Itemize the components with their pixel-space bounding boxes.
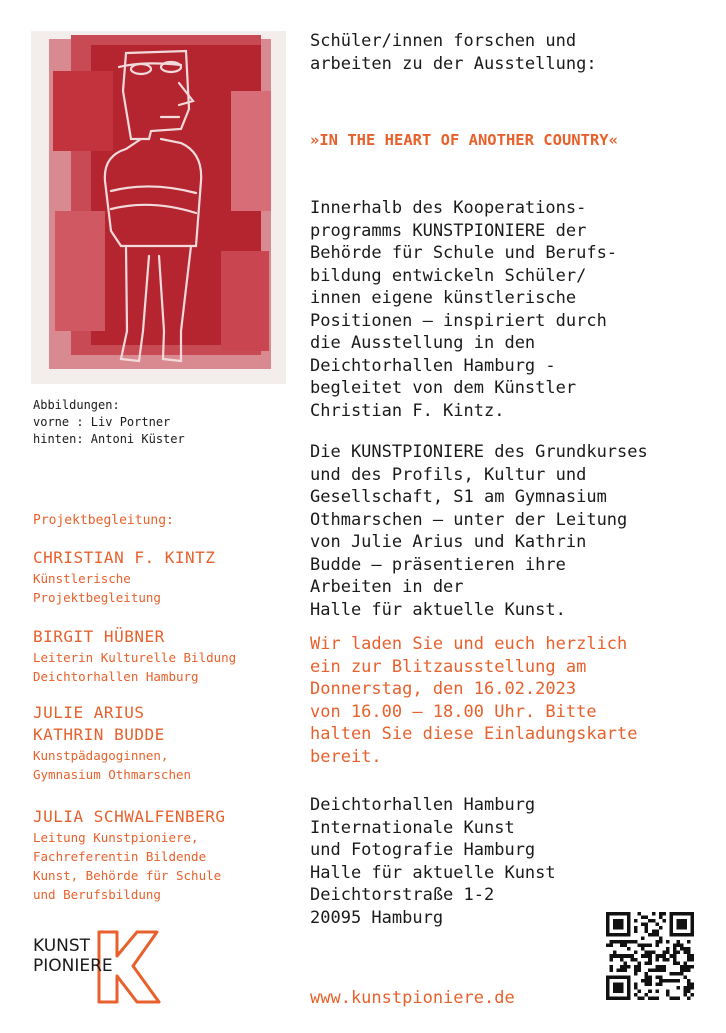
logo-text: KUNST PIONIERE [33,936,113,976]
intro-text: Schüler/innen forschen und arbeiten zu der Ausstellung: [310,31,597,74]
team-member-role: Künstlerische Projektbegleitung [33,571,161,605]
description-paragraph-2: Die KUNSTPIONIERE des Grundkurses und des Profils, Kultur und Gesellschaft, S1 am Gymnasium Othmarschen – unter der Leitung von Julie Arius und Kathrin Budde – präsentieren ihre Arbeiten in der Halle für aktuelle Kunst. [310,442,648,620]
team-label: Projektbegleitung: [33,513,174,528]
team-member [33,702,191,784]
team-member-name: JULIA SCHWALFENBERG [33,807,226,826]
website-link[interactable]: www.kunstpioniere.de [310,988,515,1008]
team-member [33,806,226,904]
team-member-name: BIRGIT HÜBNER [33,627,165,646]
kunstpioniere-logo [33,926,163,1008]
team-member [33,626,236,686]
red-print-figure [31,31,286,384]
team-member [33,547,215,607]
invitation-text: Wir laden Sie und euch herzlich ein zur Blitzausstellung am Donnerstag, den 16.02.2023 von 16.00 – 18.00 Uhr. Bitte halten Sie diese Einladungskarte bereit. [310,634,638,767]
exhibition-title: »IN THE HEART OF ANOTHER COUNTRY« [310,131,618,149]
qr-code-icon[interactable] [606,912,694,1000]
team-member-name: CHRISTIAN F. KINTZ [33,548,216,567]
team-member-role: Leiterin Kulturelle Bildung Deichtorhallen Hamburg [33,650,237,684]
artwork-image [31,31,286,384]
team-member-name: JULIE ARIUS KATHRIN BUDDE [33,703,165,744]
team-member-role: Leitung Kunstpioniere, Fachreferentin Bildende Kunst, Behörde für Schule und Berufsbildung [33,830,222,902]
team-member-role: Kunstpädagoginnen, Gymnasium Othmarschen [33,748,192,782]
address-block: Deichtorhallen Hamburg Internationale Kunst und Fotografie Hamburg Halle für aktuelle Kunst Deichtorstraße 1-2 20095 Hamburg [310,795,556,928]
image-caption: Abbildungen: vorne : Liv Portner hinten: Antoni Küster [33,398,185,446]
description-paragraph-1: Innerhalb des Kooperations- programms KUNSTPIONIERE der Behörde für Schule und Berufs- bildung entwickeln Schüler/ innen eigene künstlerische Positionen – inspiriert durch die Ausstellung in den Deichtorhallen Hamburg - begleitet von dem Künstler Christian F. Kintz. [310,198,618,421]
